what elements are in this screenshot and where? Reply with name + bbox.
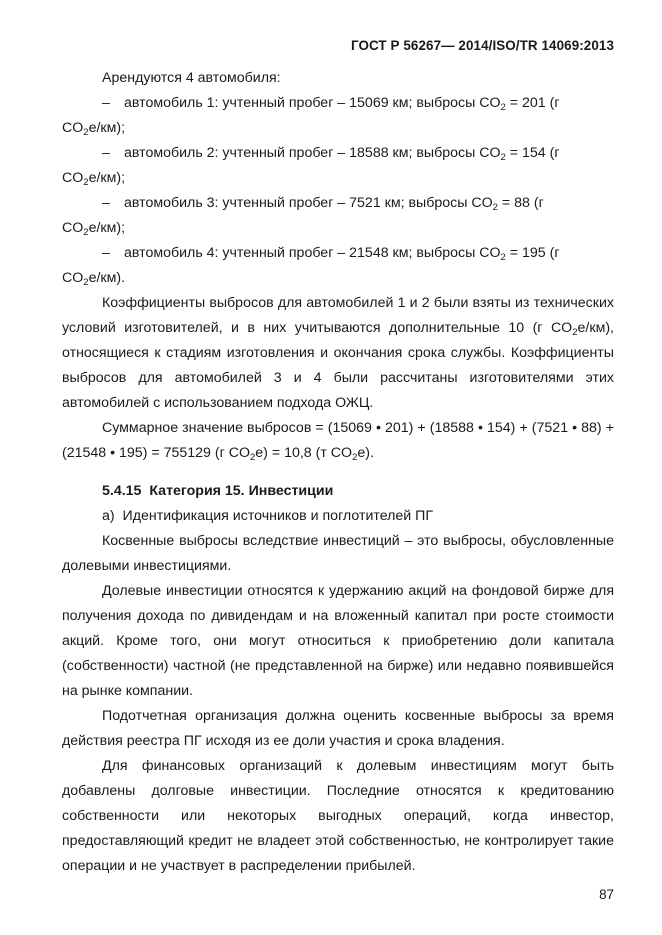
subscript: 2 [83, 277, 89, 288]
subscript: 2 [352, 452, 358, 463]
vehicle-1-line2 [62, 116, 614, 141]
subscript: 2 [83, 177, 89, 188]
sum-text-c: е). [357, 445, 374, 461]
vehicle-3-line1 [62, 191, 614, 216]
subscript: 2 [250, 452, 256, 463]
subscript: 2 [83, 227, 89, 238]
coefficients-paragraph [62, 291, 614, 416]
reporting-paragraph: Подотчетная организация должна оценить косвенные выбросы за время действия реестра ПГ исходя из ее доли участия и срока владения. [62, 708, 614, 749]
unit-co: CO [62, 170, 84, 186]
subscript: 2 [572, 327, 578, 338]
indirect-emissions-paragraph: Косвенные выбросы вследствие инвестиций – это выбросы, обусловленные долевыми инвестициями. [62, 533, 614, 574]
subscript: 2 [83, 127, 89, 138]
vehicle-1-line1 [62, 91, 614, 116]
vehicle-1-text: автомобиль 1: учтенный пробег – 15069 км; выбросы CO [124, 95, 501, 111]
vehicle-3-line2 [62, 216, 614, 241]
page-header: ГОСТ Р 56267— 2014/ISO/TR 14069:2013 [350, 38, 614, 53]
document-body [62, 66, 614, 879]
list-dash: – [102, 145, 110, 161]
unit-rest: е/км). [88, 270, 126, 286]
unit-rest: е/км); [88, 120, 126, 136]
section-number: 5.4.15 [102, 483, 142, 499]
vehicle-4-text: автомобиль 4: учтенный пробег – 21548 км; выбросы CO [124, 245, 501, 261]
list-dash: – [102, 245, 110, 261]
vehicle-4-value: = 195 (г [505, 245, 560, 261]
vehicle-2-value: = 154 (г [505, 145, 560, 161]
sum-text-a: Суммарное значение выбросов = (15069 • 201) + (18588 • 154) + (7521 • 88) + (21548 • 195) = 755129 (г CO [62, 420, 614, 461]
vehicle-1-value: = 201 (г [505, 95, 560, 111]
unit-co: CO [62, 120, 84, 136]
section-heading [62, 479, 614, 504]
coefficients-text-b: е/км), относящиеся к стадиям изготовления и окончания срока службы. Коэффициенты выбросов для автомобилей 3 и 4 были рассчитаны изготовителями этих автомобилей с использованием подхода ОЖЦ. [62, 320, 614, 411]
unit-rest: е/км); [88, 220, 126, 236]
subscript: 2 [492, 202, 498, 213]
subscript: 2 [500, 252, 506, 263]
intro-paragraph: Арендуются 4 автомобиля: [102, 70, 281, 86]
vehicle-2-line2 [62, 166, 614, 191]
section-title: Категория 15. Инвестиции [149, 483, 334, 499]
vehicle-2-text: автомобиль 2: учтенный пробег – 18588 км; выбросы CO [124, 145, 501, 161]
coefficients-text-a: Коэффициенты выбросов для автомобилей 1 и 2 были взяты из технических условий изготовителей, и в них учитываются дополнительные 10 (г CO [62, 295, 614, 336]
vehicle-3-value: = 88 (г [497, 195, 544, 211]
sum-text-b: е) = 10,8 (т CO [255, 445, 353, 461]
unit-co: CO [62, 220, 84, 236]
equity-paragraph: Долевые инвестиции относятся к удержанию акций на фондовой бирже для получения дохода по дивидендам и на вложенный капитал при росте стоимости акций. Кроме того, они могут относиться к приобретению доли капитала (собственности) частной (не представленной на бирже) или недавно появившейся на рынке компании. [62, 583, 614, 699]
subsection-heading: а) Идентификация источников и поглотителей ПГ [102, 508, 434, 524]
vehicle-2-line1 [62, 141, 614, 166]
unit-co: CO [62, 270, 84, 286]
list-dash: – [102, 95, 110, 111]
page-number: 87 [599, 887, 614, 902]
financial-paragraph: Для финансовых организаций к долевым инвестициям могут быть добавлены долговые инвестиции. Последние относятся к кредитованию собственности или некоторых выгодных операций, когда инвестор, предоставляющий кредит не владеет этой собственностью, не контролирует такие операции и не участвует в распределении прибылей. [62, 758, 614, 874]
vehicle-3-text: автомобиль 3: учтенный пробег – 7521 км; выбросы CO [124, 195, 493, 211]
list-dash: – [102, 195, 110, 211]
vehicle-4-line1 [62, 241, 614, 266]
subscript: 2 [500, 102, 506, 113]
vehicle-4-line2 [62, 266, 614, 291]
subscript: 2 [500, 152, 506, 163]
unit-rest: е/км); [88, 170, 126, 186]
sum-paragraph [62, 416, 614, 466]
